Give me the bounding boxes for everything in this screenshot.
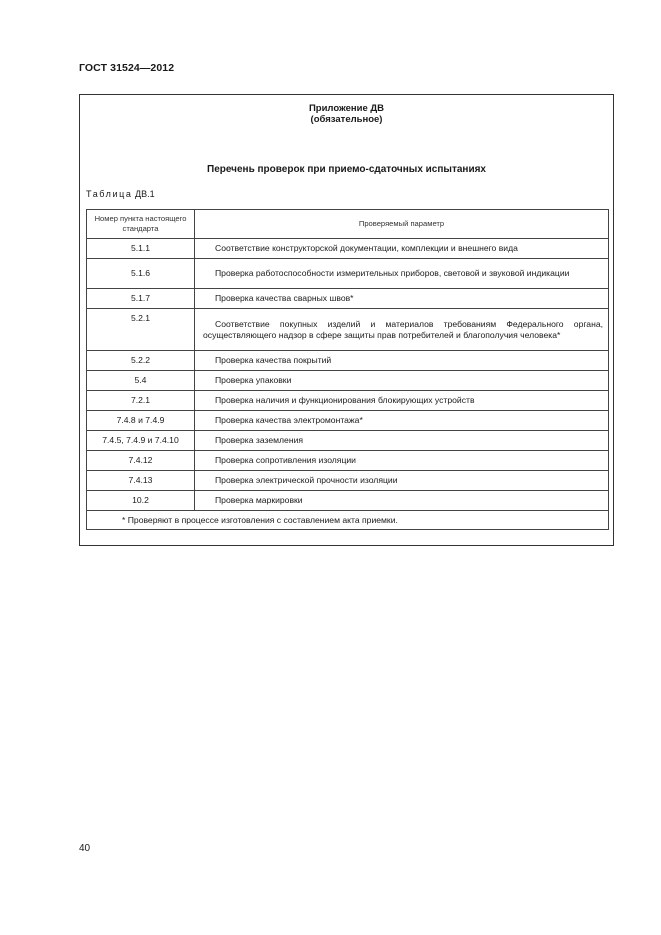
row-clause: 5.2.1 bbox=[87, 309, 195, 351]
row-clause: 7.4.8 и 7.4.9 bbox=[87, 411, 195, 431]
table-row bbox=[87, 239, 609, 259]
row-parameter: Проверка качества электромонтажа* bbox=[195, 411, 609, 431]
table-row bbox=[87, 371, 609, 391]
table-body bbox=[87, 239, 609, 530]
row-parameter: Проверка упаковки bbox=[195, 371, 609, 391]
table-row bbox=[87, 491, 609, 511]
row-parameter: Проверка маркировки bbox=[195, 491, 609, 511]
row-parameter: Соответствие конструкторской документации, комплекции и внешнего вида bbox=[195, 239, 609, 259]
row-clause: 7.4.13 bbox=[87, 471, 195, 491]
header-parameter: Проверяемый параметр bbox=[195, 210, 609, 239]
annex-frame bbox=[79, 94, 614, 546]
table-row bbox=[87, 451, 609, 471]
row-parameter: Проверка сопротивления изоляции bbox=[195, 451, 609, 471]
row-parameter: Проверка наличия и функционирования блокирующих устройств bbox=[195, 391, 609, 411]
row-parameter: Проверка заземления bbox=[195, 431, 609, 451]
table-row bbox=[87, 411, 609, 431]
row-clause: 10.2 bbox=[87, 491, 195, 511]
row-parameter: Соответствие покупных изделий и материалов требованиям Федерального органа, осуществляющего надзор в сфере защиты прав потребителей и благополучия человека* bbox=[195, 309, 609, 351]
header-clause: Номер пункта настоящего стандарта bbox=[87, 210, 195, 239]
row-parameter: Проверка качества сварных швов* bbox=[195, 289, 609, 309]
row-clause: 5.1.1 bbox=[87, 239, 195, 259]
row-parameter: Проверка качества покрытий bbox=[195, 351, 609, 371]
table-caption bbox=[86, 189, 155, 199]
list-title: Перечень проверок при приемо-сдаточных испытаниях bbox=[207, 164, 486, 175]
table-row bbox=[87, 309, 609, 351]
annex-heading bbox=[80, 103, 613, 125]
annex-title: Приложение ДВ bbox=[308, 103, 385, 114]
table-footnote-row bbox=[87, 511, 609, 530]
row-clause: 5.1.6 bbox=[87, 259, 195, 289]
table-row bbox=[87, 289, 609, 309]
document-header-standard-code: ГОСТ 31524—2012 bbox=[79, 62, 175, 74]
row-parameter: Проверка работоспособности измерительных приборов, световой и звуковой индикации bbox=[195, 259, 609, 289]
row-clause: 5.2.2 bbox=[87, 351, 195, 371]
row-parameter: Проверка электрической прочности изоляции bbox=[195, 471, 609, 491]
table-row bbox=[87, 471, 609, 491]
table-header-row bbox=[87, 210, 609, 239]
row-clause: 7.4.12 bbox=[87, 451, 195, 471]
row-clause: 5.1.7 bbox=[87, 289, 195, 309]
table-caption-word: Таблица bbox=[86, 189, 133, 199]
table-caption-number: ДВ.1 bbox=[135, 189, 155, 199]
page-number: 40 bbox=[79, 843, 91, 854]
row-clause: 5.4 bbox=[87, 371, 195, 391]
table-row bbox=[87, 351, 609, 371]
table-row bbox=[87, 431, 609, 451]
row-clause: 7.2.1 bbox=[87, 391, 195, 411]
row-clause: 7.4.5, 7.4.9 и 7.4.10 bbox=[87, 431, 195, 451]
table-row bbox=[87, 259, 609, 289]
checks-table bbox=[86, 209, 609, 530]
annex-status: (обязательное) bbox=[310, 114, 383, 125]
table-footnote: * Проверяют в процессе изготовления с составлением акта приемки. bbox=[87, 511, 609, 530]
table-row bbox=[87, 391, 609, 411]
